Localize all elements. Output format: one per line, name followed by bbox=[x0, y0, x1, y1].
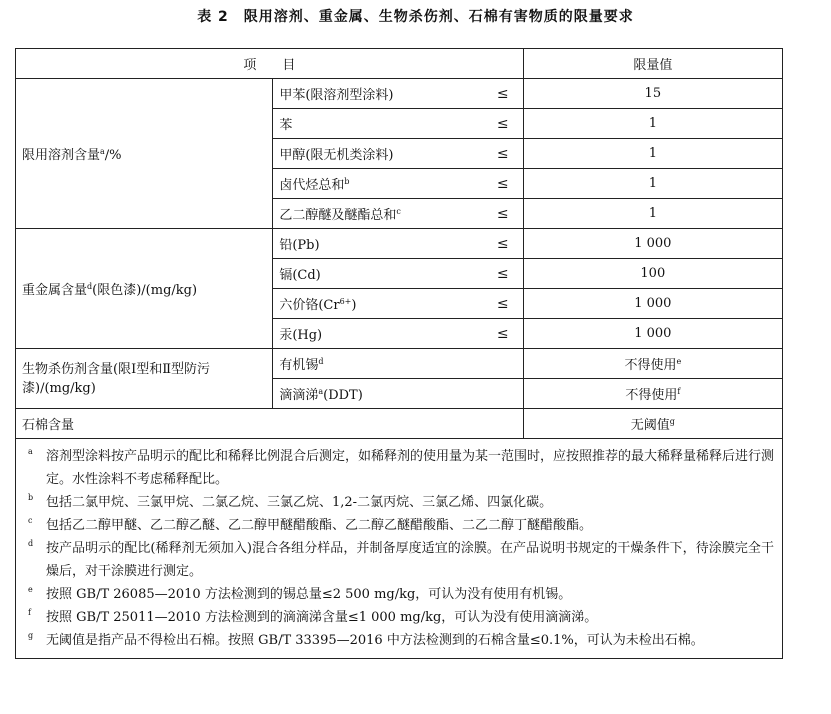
le-symbol: ≤ bbox=[496, 175, 509, 192]
item-name: 有机锡$^d$ bbox=[273, 349, 523, 379]
item-name: 乙二醇醚及醚酯总和$^c$ ≤ bbox=[273, 199, 523, 229]
footnotes bbox=[16, 439, 783, 659]
item-name: 卤代烃总和$^b$ ≤ bbox=[273, 169, 523, 199]
item-name: 甲苯(限溶剂型涂料) ≤ bbox=[273, 79, 523, 109]
notes-row bbox=[16, 439, 783, 659]
footnote: e 按照 GB/T 26085—2010 方法检测到的锡总量≤2 500 mg/kg，可认为没有使用有机锡。 bbox=[28, 585, 572, 602]
limit-value: 1 000 bbox=[523, 289, 782, 319]
item-name: 滴滴涕$^a$(DDT) bbox=[273, 379, 523, 409]
table-row bbox=[16, 409, 783, 439]
item-name: 苯 ≤ bbox=[273, 109, 523, 139]
group-label-biocide: 生物杀伤剂含量(限Ⅰ型和Ⅱ型防污漆)/(mg/kg) bbox=[16, 349, 273, 409]
table-row bbox=[16, 229, 783, 259]
footnote: c 包括乙二醇甲醚、乙二醇乙醚、乙二醇甲醚醋酸酯、乙二醇乙醚醋酸酯、二乙二醇丁醚醋酸酯。 bbox=[28, 516, 593, 533]
le-symbol: ≤ bbox=[496, 235, 509, 252]
limit-value: 1 bbox=[523, 169, 782, 199]
item-name: 甲醇(限无机类涂料) ≤ bbox=[273, 139, 523, 169]
le-symbol: ≤ bbox=[496, 145, 509, 162]
limit-value: 不得使用$^f$ bbox=[523, 379, 782, 409]
le-symbol: ≤ bbox=[496, 205, 509, 222]
header-limit: 限量值 bbox=[523, 49, 782, 79]
limit-value: 不得使用$^e$ bbox=[523, 349, 782, 379]
group-label-asbestos: 石棉含量 bbox=[16, 409, 524, 439]
limit-value: 1 bbox=[523, 109, 782, 139]
table-title: 表 2 限用溶剂、重金属、生物杀伤剂、石棉有害物质的限量要求 bbox=[197, 9, 634, 25]
limit-value: 15 bbox=[523, 79, 782, 109]
limit-value: 1 000 bbox=[523, 319, 782, 349]
group-label-solvent: 限用溶剂含量$^a$/% bbox=[16, 79, 273, 229]
item-name: 铅(Pb) ≤ bbox=[273, 229, 523, 259]
group-label-metal: 重金属含量$^d$(限色漆)/(mg/kg) bbox=[16, 229, 273, 349]
footnote: g 无阈值是指产品不得检出石棉。按照 GB/T 33395—2016 中方法检测到的石棉含量≤0.1%，可认为未检出石棉。 bbox=[28, 631, 704, 648]
limit-value: 1 000 bbox=[523, 229, 782, 259]
limit-value: 无阈值$^g$ bbox=[523, 409, 782, 439]
footnote: f 按照 GB/T 25011—2010 方法检测到的滴滴涕含量≤1 000 mg/kg，可认为没有使用滴滴涕。 bbox=[28, 608, 598, 625]
footnote: b 包括二氯甲烷、三氯甲烷、二氯乙烷、三氯乙烷、1,2-二氯丙烷、三氯乙烯、四氯化碳。 bbox=[28, 493, 553, 510]
limit-value: 1 bbox=[523, 199, 782, 229]
limit-value: 100 bbox=[523, 259, 782, 289]
limits-table bbox=[15, 48, 783, 659]
le-symbol: ≤ bbox=[496, 265, 509, 282]
table-row bbox=[16, 349, 783, 379]
le-symbol: ≤ bbox=[496, 295, 509, 312]
le-symbol: ≤ bbox=[496, 325, 509, 342]
item-name: 六价铬$(Cr^{6+})$ ≤ bbox=[273, 289, 523, 319]
header-item: 项 目 bbox=[16, 49, 524, 79]
item-name: 汞(Hg) ≤ bbox=[273, 319, 523, 349]
le-symbol: ≤ bbox=[496, 85, 509, 102]
item-name: 镉(Cd) ≤ bbox=[273, 259, 523, 289]
header-row bbox=[16, 49, 783, 79]
footnote: a 溶剂型涂料按产品明示的配比和稀释比例混合后测定，如稀释剂的使用量为某一范围时，应按照推荐的最大稀释量稀释后进行测定。水性涂料不考虑稀释配比。 bbox=[28, 447, 775, 487]
footnote: d 按产品明示的配比(稀释剂无须加入)混合各组分样品，并制备厚度适宜的涂膜。在产品说明书规定的干燥条件下，待涂膜完全干燥后，对干涂膜进行测定。 bbox=[28, 539, 774, 579]
limit-value: 1 bbox=[523, 139, 782, 169]
table-row bbox=[16, 79, 783, 109]
le-symbol: ≤ bbox=[496, 115, 509, 132]
